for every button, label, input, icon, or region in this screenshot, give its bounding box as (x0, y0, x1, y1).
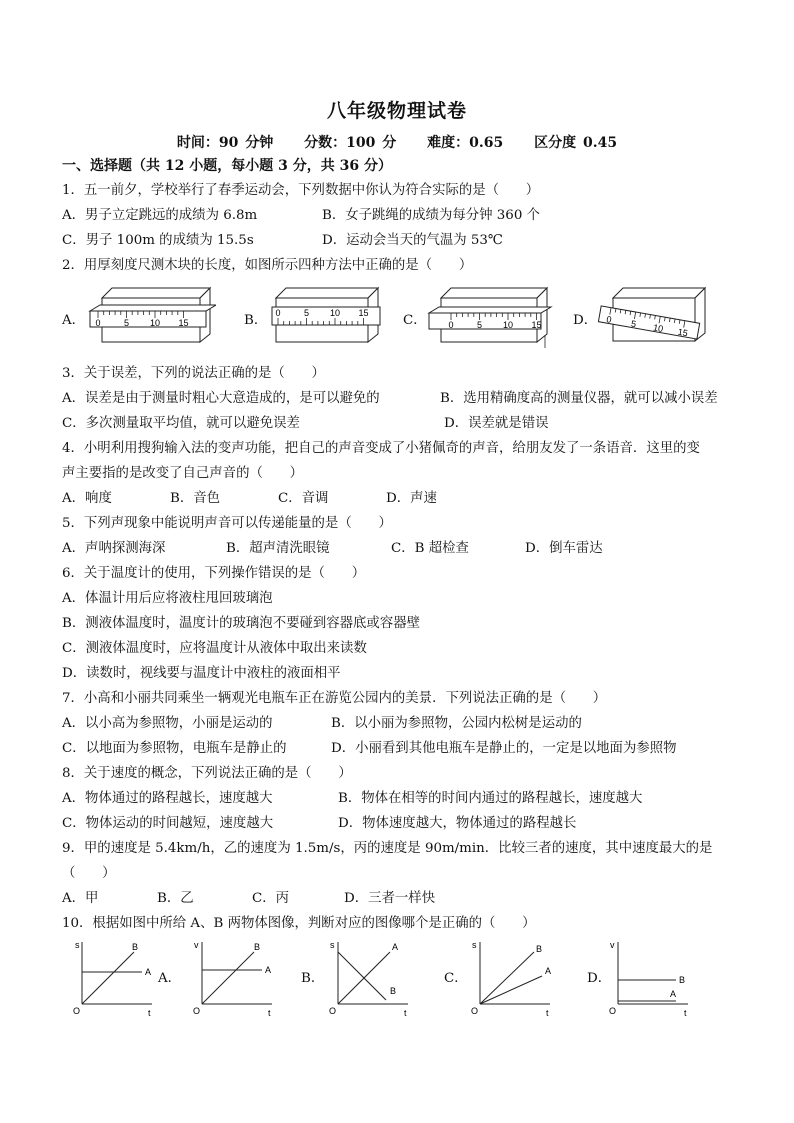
question-2-label-c: C． (403, 313, 427, 328)
question-3-option-d: D．误差就是错误 (444, 416, 549, 431)
axis-label-t: t (148, 1008, 151, 1018)
question-10-label-b: B． (301, 971, 325, 986)
question-8-option-d: D．物体速度越大，物体通过的路程越长 (338, 816, 577, 831)
curve-label-b: B (536, 944, 543, 954)
question-8-option-a: A．物体通过的路程越长，速度越大 (62, 791, 273, 806)
question-8-stem: 8．关于速度的概念，下列说法正确的是（ ） (62, 766, 352, 781)
ruler-tick-label: 10 (329, 308, 341, 318)
section-heading: 一、选择题（共 12 小题，每小题 3 分，共 36 分） (62, 158, 392, 174)
question-6-stem: 6．关于温度计的使用，下列操作错误的是（ ） (62, 566, 366, 581)
graph-4 (468, 938, 560, 1018)
origin-label: O (73, 1006, 81, 1016)
question-9-option-c: C．丙 (252, 891, 290, 906)
ruler-tick-label: 5 (630, 318, 637, 330)
exam-time: 时间：90 分钟 (176, 135, 274, 151)
curve-label-a: A (545, 966, 552, 976)
axis-label-s: s (75, 940, 80, 950)
question-9-stem: 9．甲的速度是 5.4km/h，乙的速度为 1.5m/s，丙的速度是 90m/min．比较三者的速度，其中速度最大的是 (62, 841, 713, 856)
question-4-option-c: C．音调 (278, 491, 329, 506)
question-9-stem-cont: （ ） (62, 866, 116, 881)
curve-label-b: B (679, 975, 686, 985)
question-8-option-c: C．物体运动的时间越短，速度越大 (62, 816, 274, 831)
ruler-figure-d (597, 285, 709, 351)
ruler-figure-b (266, 285, 384, 347)
axis-label-t: t (268, 1008, 271, 1018)
ruler-figure-a (86, 285, 216, 347)
question-6-option-d: D．读数时，视线要与温度计中液柱的液面相平 (62, 666, 341, 681)
question-9-option-a: A．甲 (62, 891, 99, 906)
question-8-option-b: B．物体在相等的时间内通过的路程越长，速度越大 (338, 791, 643, 806)
question-7-option-d: D．小丽看到其他电瓶车是静止的，一定是以地面为参照物 (331, 741, 677, 756)
ruler-tick-label: 15 (531, 320, 542, 330)
ruler-figure-c (425, 285, 555, 351)
question-4-option-b: B．音色 (170, 491, 221, 506)
axis-label-v: v (194, 940, 199, 950)
axis-label-t: t (404, 1008, 407, 1018)
question-1-stem: 1．五一前夕，学校举行了春季运动会，下列数据中你认为符合实际的是（ ） (62, 183, 540, 198)
ruler-tick-label: 10 (149, 318, 161, 328)
exam-discrimination: 区分度 0.45 (534, 135, 618, 151)
question-4-option-d: D．声速 (386, 491, 437, 506)
ruler-tick-label: 15 (178, 318, 189, 328)
question-5-stem: 5．下列声现象中能说明声音可以传递能量的是（ ） (62, 516, 392, 531)
question-10-label-d: D． (587, 971, 612, 986)
question-3-stem: 3．关于误差，下列的说法正确的是（ ） (62, 366, 325, 381)
question-7-option-c: C．以地面为参照物，电瓶车是静止的 (62, 741, 287, 756)
exam-meta (0, 132, 794, 152)
question-1-option-d: D．运动会当天的气温为 53℃ (322, 233, 503, 248)
question-1-option-a: A．男子立定跳远的成绩为 6.8m (62, 208, 258, 223)
exam-difficulty: 难度：0.65 (427, 135, 504, 151)
exam-score: 分数：100 分 (304, 135, 397, 151)
graph-5 (606, 938, 698, 1018)
ruler-tick-label: 0 (448, 320, 454, 330)
axis-label-s: s (472, 940, 477, 950)
ruler-tick-label: 0 (95, 318, 101, 328)
ruler-tick-label: 5 (303, 308, 310, 318)
question-2-label-d: D． (573, 313, 598, 328)
curve-label-a: A (670, 989, 677, 999)
question-2-label-b: B． (244, 313, 268, 328)
question-9-option-d: D．三者一样快 (344, 891, 436, 906)
origin-label: O (609, 1006, 617, 1016)
question-9-option-b: B．乙 (157, 891, 194, 906)
graph-2 (190, 938, 282, 1018)
curve-label-a: A (265, 965, 272, 975)
question-5-option-c: C．B 超检查 (391, 541, 469, 556)
question-6-option-a: A．体温计用后应将液柱甩回玻璃泡 (62, 591, 273, 606)
graph-3 (326, 938, 418, 1018)
axis-label-s: s (330, 940, 335, 950)
question-10-label-a: A． (158, 971, 182, 986)
ruler-tick-label: 5 (123, 318, 130, 328)
curve-label-a: A (145, 967, 152, 977)
origin-label: O (193, 1006, 201, 1016)
question-3-option-b: B．选用精确度高的测量仪器，就可以减小误差 (440, 391, 718, 406)
question-4-stem-cont: 声主要指的是改变了自己声音的（ ） (62, 466, 304, 481)
ruler-tick-label: 5 (476, 320, 483, 330)
curve-label-b: B (132, 942, 139, 952)
question-2-label-a: A． (62, 313, 86, 328)
question-4-stem: 4．小明利用搜狗输入法的变声功能，把自己的声音变成了小猪佩奇的声音，给朋友发了一条语音．这里的变 (62, 441, 700, 456)
question-2-stem: 2．用厚刻度尺测木块的长度，如图所示四种方法中正确的是（ ） (62, 258, 473, 273)
ruler-tick-label: 0 (605, 314, 613, 325)
question-1-option-b: B．女子跳绳的成绩为每分钟 360 个 (322, 208, 540, 223)
question-5-option-a: A．声呐探测海深 (62, 541, 166, 556)
ruler-tick-label: 15 (358, 308, 369, 318)
question-6-option-c: C．测液体温度时，应将温度计从液体中取出来读数 (62, 641, 367, 656)
curve-label-b: B (254, 942, 261, 952)
ruler-tick-label: 10 (652, 322, 664, 334)
curve-label-a: A (392, 942, 399, 952)
question-4-option-a: A．响度 (62, 491, 112, 506)
question-7-stem: 7．小高和小丽共同乘坐一辆观光电瓶车正在游览公园内的美景．下列说法正确的是（ ） (62, 691, 607, 706)
question-6-option-b: B．测液体温度时，温度计的玻璃泡不要碰到容器底或容器壁 (62, 616, 420, 631)
question-10-label-c: C． (444, 971, 468, 986)
question-3-option-a: A．误差是由于测量时粗心大意造成的，是可以避免的 (62, 391, 380, 406)
axis-label-t: t (684, 1008, 687, 1018)
origin-label: O (471, 1006, 479, 1016)
ruler-tick-label: 0 (275, 308, 281, 318)
curve-label-b: B (390, 986, 397, 996)
question-5-option-d: D．倒车雷达 (525, 541, 603, 556)
question-3-option-c: C．多次测量取平均值，就可以避免误差 (62, 416, 300, 431)
question-1-option-c: C．男子 100m 的成绩为 15.5s (62, 233, 254, 248)
question-7-option-b: B．以小丽为参照物，公园内松树是运动的 (331, 716, 582, 731)
axis-label-v: v (610, 940, 615, 950)
axis-label-t: t (546, 1008, 549, 1018)
question-7-option-a: A．以小高为参照物，小丽是运动的 (62, 716, 273, 731)
ruler-tick-label: 15 (677, 326, 689, 339)
question-10-stem: 10．根据如图中所给 A、B 两物体图像，判断对应的图像哪个是正确的（ ） (62, 916, 536, 931)
ruler-tick-label: 10 (502, 320, 514, 330)
graph-1 (70, 938, 160, 1018)
page-title: 八年级物理试卷 (326, 100, 467, 122)
origin-label: O (329, 1006, 337, 1016)
question-5-option-b: B．超声清洗眼镜 (226, 541, 330, 556)
